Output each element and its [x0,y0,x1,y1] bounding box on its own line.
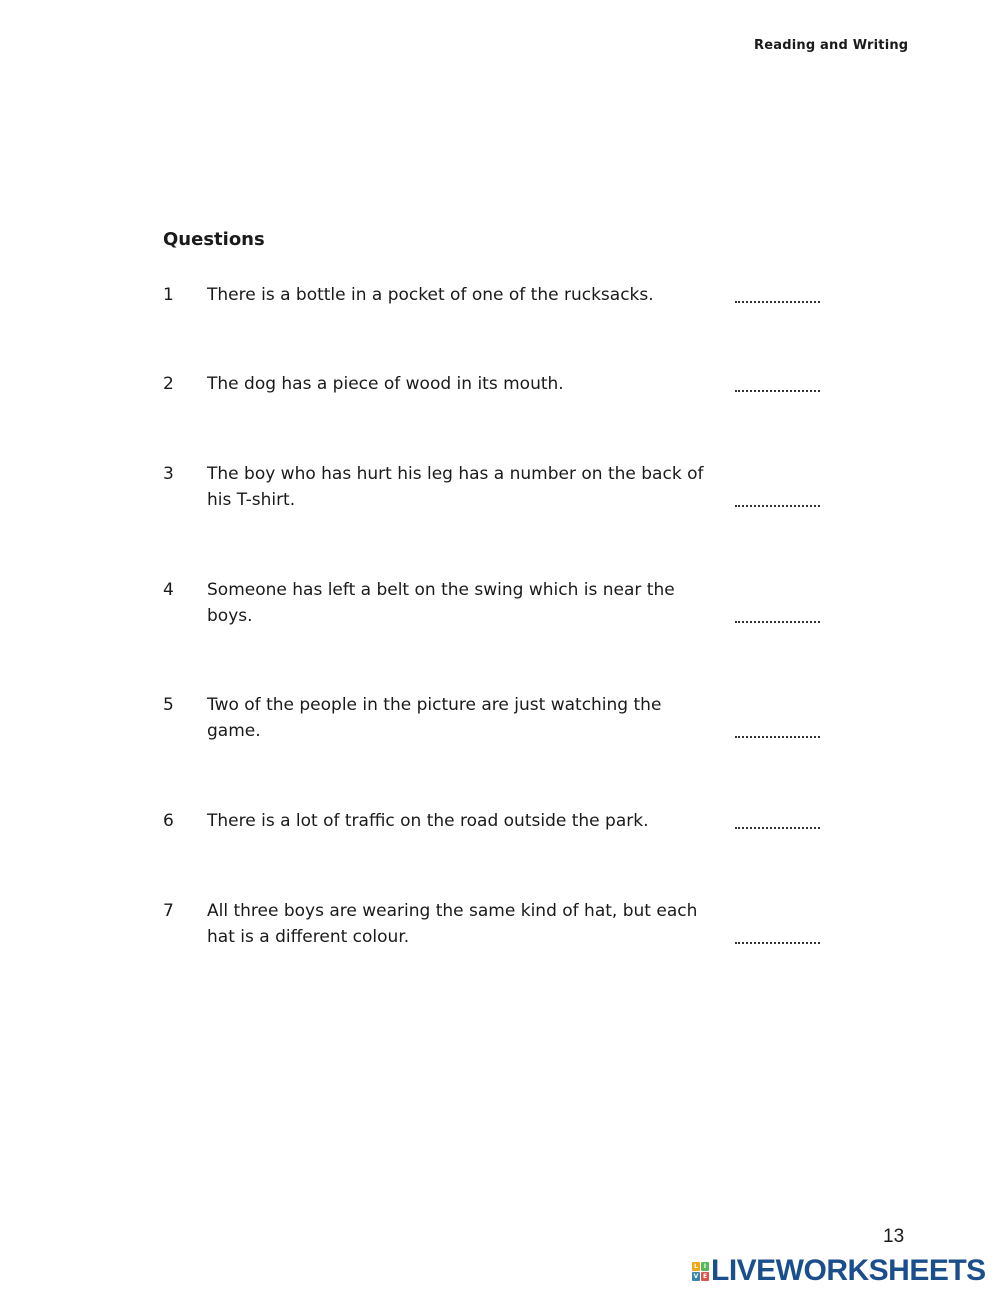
logo-letter: E [702,1272,708,1280]
liveworksheets-logo[interactable] [692,1254,986,1288]
answer-input[interactable] [735,928,820,944]
logo-letter: V [693,1272,699,1280]
answer-input[interactable] [735,813,820,829]
logo-icon [692,1262,709,1281]
question-number: 7 [163,901,174,921]
question-number: 2 [163,374,174,394]
logo-letter: L [692,1262,700,1271]
question-text: The dog has a piece of wood in its mouth. [207,374,564,394]
page-number: 13 [883,1226,905,1247]
section-title: Reading and Writing [754,38,909,53]
question-number: 4 [163,580,174,600]
answer-input[interactable] [735,376,820,392]
question-number: 1 [163,285,174,305]
question-number: 5 [163,695,174,715]
question-text: The boy who has hurt his leg has a number on the back of his T-shirt. [207,464,704,510]
answer-input[interactable] [735,607,820,623]
logo-text: LIVEWORKSHEETS [711,1254,986,1287]
question-text: All three boys are wearing the same kind of hat, but each hat is a different colour. [207,901,698,947]
answer-input[interactable] [735,491,820,507]
question-number: 6 [163,811,174,831]
question-text: Two of the people in the picture are just watching the game. [207,695,662,741]
questions-heading: Questions [163,229,265,250]
question-text: There is a bottle in a pocket of one of the rucksacks. [207,285,654,305]
question-text: There is a lot of traffic on the road outside the park. [207,811,649,831]
question-number: 3 [163,464,174,484]
logo-letter: I [701,1262,709,1271]
answer-input[interactable] [735,722,820,738]
answer-input[interactable] [735,287,820,303]
question-text: Someone has left a belt on the swing which is near the boys. [207,580,675,626]
